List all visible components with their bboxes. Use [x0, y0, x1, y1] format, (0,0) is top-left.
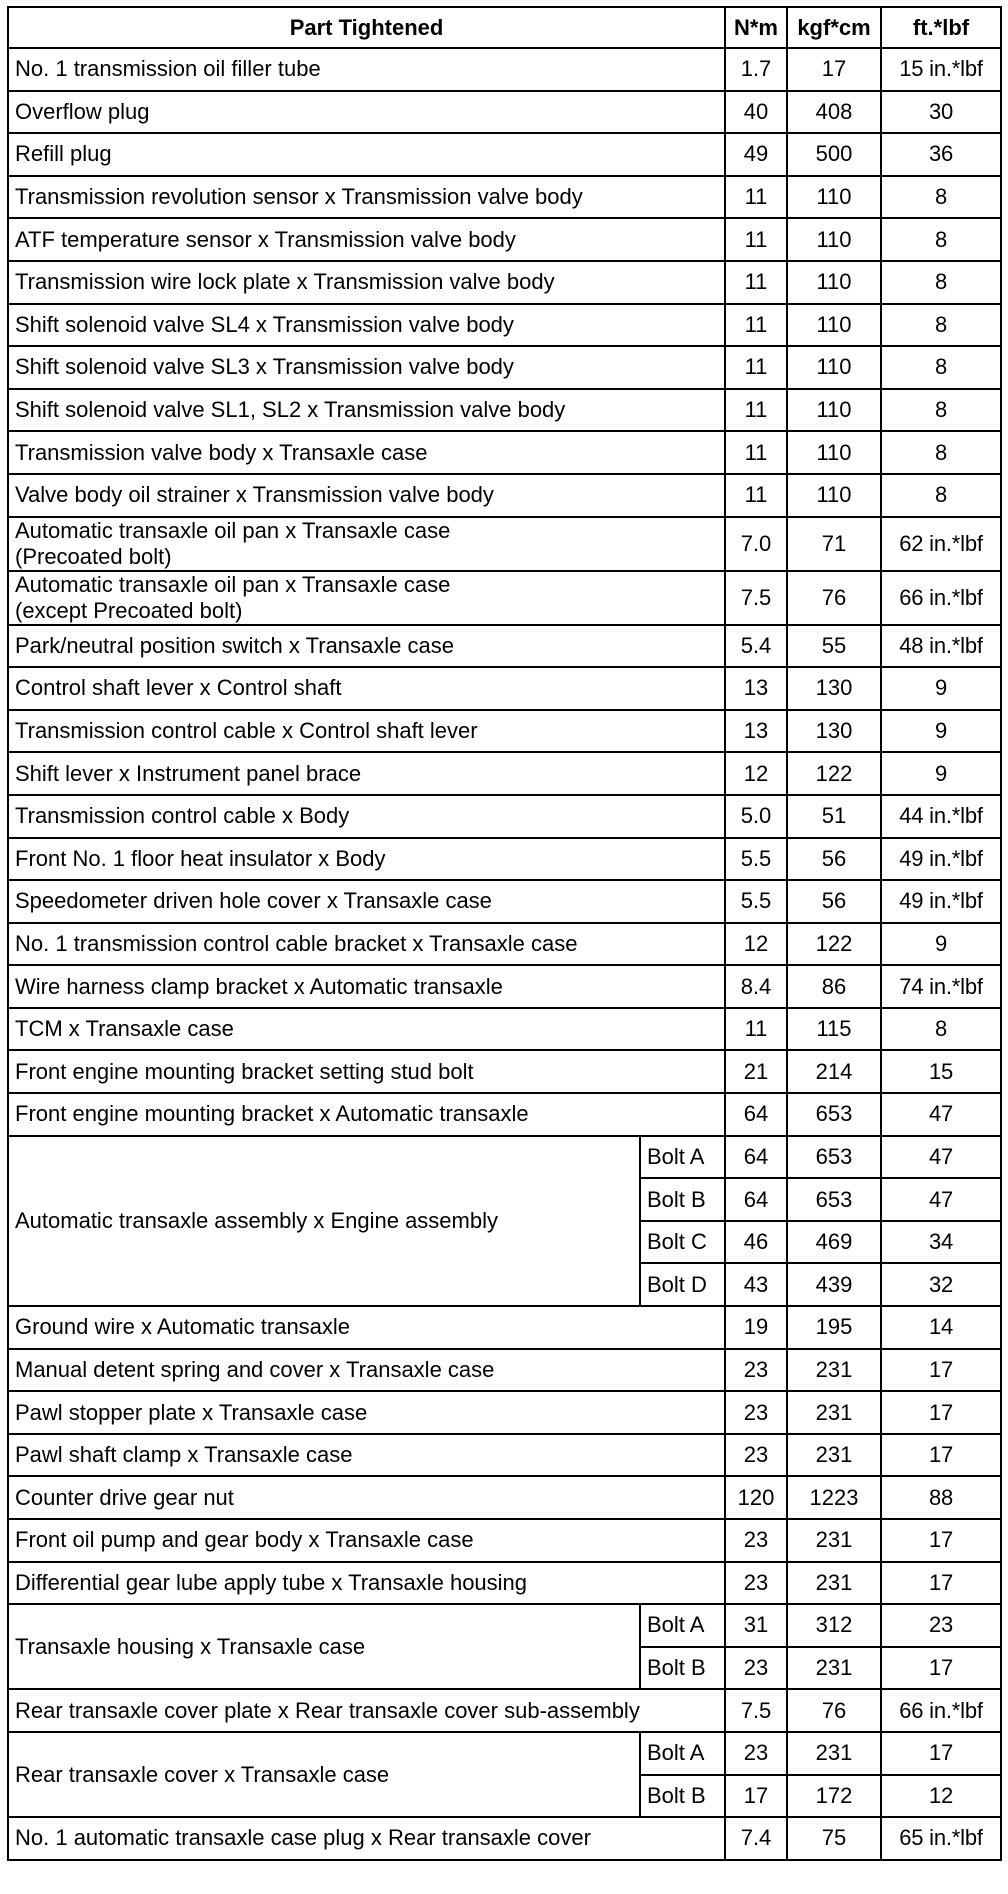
header-row	[8, 7, 1001, 48]
part-tightened-cell: Rear transaxle cover x Transaxle case	[8, 1732, 640, 1817]
torque-nm-cell: 64	[725, 1178, 787, 1221]
torque-kgf-cm-cell: 653	[787, 1093, 881, 1136]
part-name-text: Front oil pump and gear body x Transaxle case	[15, 1527, 474, 1553]
table-row	[8, 1562, 1001, 1605]
torque-kgf-cm-cell: 231	[787, 1519, 881, 1562]
torque-ft-lbf-cell: 9	[881, 752, 1001, 795]
torque-kgf-cm-cell: 110	[787, 304, 881, 347]
table-row	[8, 752, 1001, 795]
part-tightened-cell	[8, 1008, 725, 1051]
table-row	[8, 965, 1001, 1008]
table-body	[8, 48, 1001, 1860]
torque-kgf-cm-cell: 231	[787, 1349, 881, 1392]
torque-kgf-cm-cell: 122	[787, 923, 881, 966]
torque-nm-cell: 11	[725, 389, 787, 432]
torque-kgf-cm-cell: 231	[787, 1732, 881, 1775]
torque-ft-lbf-cell: 17	[881, 1562, 1001, 1605]
torque-kgf-cm-cell: 130	[787, 710, 881, 753]
part-name-text: Manual detent spring and cover x Transaxle case	[15, 1356, 495, 1382]
part-tightened-cell: Transaxle housing x Transaxle case	[8, 1604, 640, 1689]
part-tightened-cell	[8, 517, 725, 571]
torque-kgf-cm-cell: 56	[787, 838, 881, 881]
torque-nm-cell: 8.4	[725, 965, 787, 1008]
table-row	[8, 389, 1001, 432]
torque-ft-lbf-cell: 47	[881, 1093, 1001, 1136]
part-tightened-cell	[8, 1476, 725, 1519]
torque-nm-cell: 120	[725, 1476, 787, 1519]
part-tightened-cell	[8, 667, 725, 710]
torque-kgf-cm-cell: 110	[787, 389, 881, 432]
torque-nm-cell: 46	[725, 1221, 787, 1264]
torque-nm-cell: 11	[725, 261, 787, 304]
bolt-label-cell: Bolt A	[640, 1604, 725, 1647]
part-tightened-cell: Automatic transaxle assembly x Engine assembly	[8, 1136, 640, 1306]
header-ft-lbf: ft.*lbf	[881, 7, 1001, 48]
torque-nm-cell: 5.4	[725, 625, 787, 668]
bolt-label-cell: Bolt D	[640, 1263, 725, 1306]
part-name-text: Park/neutral position switch x Transaxle case	[15, 632, 454, 658]
table-row	[8, 91, 1001, 134]
torque-nm-cell: 11	[725, 346, 787, 389]
table-row	[8, 1050, 1001, 1093]
table-row	[8, 625, 1001, 668]
torque-kgf-cm-cell: 653	[787, 1178, 881, 1221]
torque-kgf-cm-cell: 51	[787, 795, 881, 838]
bolt-label-cell: Bolt A	[640, 1732, 725, 1775]
torque-nm-cell: 7.5	[725, 571, 787, 625]
torque-nm-cell: 13	[725, 710, 787, 753]
header-part-tightened: Part Tightened	[8, 7, 725, 48]
torque-ft-lbf-cell: 32	[881, 1263, 1001, 1306]
torque-nm-cell: 23	[725, 1434, 787, 1477]
table-row	[8, 1732, 1001, 1775]
torque-ft-lbf-cell: 49 in.*lbf	[881, 880, 1001, 923]
table-row	[8, 838, 1001, 881]
torque-kgf-cm-cell: 1223	[787, 1476, 881, 1519]
table-row	[8, 795, 1001, 838]
part-name-text: Shift solenoid valve SL4 x Transmission valve body	[15, 311, 514, 337]
torque-kgf-cm-cell: 17	[787, 48, 881, 91]
part-tightened-cell	[8, 218, 725, 261]
bolt-label-cell: Bolt B	[640, 1178, 725, 1221]
part-tightened-cell	[8, 965, 725, 1008]
part-name-text: TCM x Transaxle case	[15, 1016, 234, 1042]
torque-ft-lbf-cell: 17	[881, 1391, 1001, 1434]
part-name-text: Refill plug	[15, 141, 112, 167]
torque-kgf-cm-cell: 110	[787, 474, 881, 517]
torque-kgf-cm-cell: 76	[787, 1689, 881, 1732]
table-row	[8, 923, 1001, 966]
torque-nm-cell: 12	[725, 923, 787, 966]
part-tightened-cell	[8, 133, 725, 176]
torque-ft-lbf-cell: 14	[881, 1306, 1001, 1349]
torque-ft-lbf-cell: 8	[881, 431, 1001, 474]
part-tightened-cell	[8, 1562, 725, 1605]
table-row	[8, 1008, 1001, 1051]
part-name-text: Front No. 1 floor heat insulator x Body	[15, 845, 386, 871]
table-row	[8, 304, 1001, 347]
part-name-text: No. 1 automatic transaxle case plug x Rear transaxle cover	[15, 1825, 591, 1851]
table-row	[8, 1817, 1001, 1860]
torque-kgf-cm-cell: 110	[787, 176, 881, 219]
torque-nm-cell: 21	[725, 1050, 787, 1093]
torque-kgf-cm-cell: 110	[787, 261, 881, 304]
torque-kgf-cm-cell: 500	[787, 133, 881, 176]
torque-nm-cell: 23	[725, 1732, 787, 1775]
part-name-text: Transmission control cable x Body	[15, 803, 350, 829]
part-tightened-cell	[8, 838, 725, 881]
part-tightened-cell	[8, 1050, 725, 1093]
part-note-text: (Precoated bolt)	[15, 543, 172, 569]
torque-kgf-cm-cell: 55	[787, 625, 881, 668]
torque-nm-cell: 64	[725, 1093, 787, 1136]
part-name-text: Front engine mounting bracket setting stud bolt	[15, 1058, 474, 1084]
torque-ft-lbf-cell: 34	[881, 1221, 1001, 1264]
torque-kgf-cm-cell: 71	[787, 517, 881, 571]
part-tightened-cell	[8, 304, 725, 347]
part-name-text: Transmission revolution sensor x Transmission valve body	[15, 184, 583, 210]
torque-ft-lbf-cell: 17	[881, 1647, 1001, 1690]
table-row	[8, 176, 1001, 219]
torque-ft-lbf-cell: 30	[881, 91, 1001, 134]
torque-ft-lbf-cell: 8	[881, 346, 1001, 389]
torque-nm-cell: 11	[725, 218, 787, 261]
torque-nm-cell: 5.5	[725, 838, 787, 881]
torque-ft-lbf-cell: 48 in.*lbf	[881, 625, 1001, 668]
torque-nm-cell: 11	[725, 474, 787, 517]
table-row	[8, 1093, 1001, 1136]
torque-ft-lbf-cell: 8	[881, 304, 1001, 347]
part-tightened-cell	[8, 48, 725, 91]
torque-ft-lbf-cell: 8	[881, 474, 1001, 517]
torque-kgf-cm-cell: 195	[787, 1306, 881, 1349]
table-row	[8, 667, 1001, 710]
torque-nm-cell: 23	[725, 1519, 787, 1562]
part-tightened-cell	[8, 1689, 725, 1732]
part-tightened-cell	[8, 1093, 725, 1136]
part-tightened-cell	[8, 795, 725, 838]
part-name-text: No. 1 transmission oil filler tube	[15, 56, 321, 82]
torque-ft-lbf-cell: 49 in.*lbf	[881, 838, 1001, 881]
part-tightened-cell	[8, 1434, 725, 1477]
table-row	[8, 517, 1001, 571]
part-name-text: Wire harness clamp bracket x Automatic transaxle	[15, 973, 503, 999]
part-tightened-cell	[8, 923, 725, 966]
torque-kgf-cm-cell: 56	[787, 880, 881, 923]
torque-kgf-cm-cell: 110	[787, 346, 881, 389]
torque-ft-lbf-cell: 44 in.*lbf	[881, 795, 1001, 838]
torque-kgf-cm-cell: 469	[787, 1221, 881, 1264]
torque-ft-lbf-cell: 8	[881, 261, 1001, 304]
part-tightened-cell	[8, 474, 725, 517]
torque-nm-cell: 23	[725, 1391, 787, 1434]
torque-ft-lbf-cell: 74 in.*lbf	[881, 965, 1001, 1008]
table-row	[8, 346, 1001, 389]
table-row	[8, 133, 1001, 176]
torque-nm-cell: 17	[725, 1775, 787, 1818]
part-name-text: Transmission wire lock plate x Transmission valve body	[15, 269, 555, 295]
part-name-text: Shift lever x Instrument panel brace	[15, 760, 362, 786]
torque-ft-lbf-cell: 12	[881, 1775, 1001, 1818]
torque-ft-lbf-cell: 15 in.*lbf	[881, 48, 1001, 91]
torque-nm-cell: 13	[725, 667, 787, 710]
part-name-text: Front engine mounting bracket x Automatic transaxle	[15, 1101, 529, 1127]
part-tightened-cell	[8, 1391, 725, 1434]
part-tightened-cell	[8, 625, 725, 668]
part-tightened-cell	[8, 431, 725, 474]
part-tightened-cell	[8, 710, 725, 753]
torque-nm-cell: 11	[725, 176, 787, 219]
header-nm: N*m	[725, 7, 787, 48]
part-name-text: Speedometer driven hole cover x Transaxle case	[15, 888, 492, 914]
torque-nm-cell: 1.7	[725, 48, 787, 91]
torque-ft-lbf-cell: 47	[881, 1178, 1001, 1221]
header-kgf-cm: kgf*cm	[787, 7, 881, 48]
torque-ft-lbf-cell: 9	[881, 923, 1001, 966]
torque-nm-cell: 49	[725, 133, 787, 176]
torque-kgf-cm-cell: 231	[787, 1647, 881, 1690]
table-row	[8, 1519, 1001, 1562]
part-name-text: Ground wire x Automatic transaxle	[15, 1314, 351, 1340]
table-row	[8, 1604, 1001, 1647]
torque-kgf-cm-cell: 115	[787, 1008, 881, 1051]
torque-nm-cell: 5.0	[725, 795, 787, 838]
torque-kgf-cm-cell: 110	[787, 218, 881, 261]
torque-kgf-cm-cell: 122	[787, 752, 881, 795]
torque-nm-cell: 11	[725, 304, 787, 347]
torque-kgf-cm-cell: 110	[787, 431, 881, 474]
part-tightened-cell	[8, 261, 725, 304]
part-tightened-cell	[8, 1817, 725, 1860]
torque-kgf-cm-cell: 86	[787, 965, 881, 1008]
part-name-text: Valve body oil strainer x Transmission valve body	[15, 482, 494, 508]
torque-kgf-cm-cell: 408	[787, 91, 881, 134]
table-row	[8, 218, 1001, 261]
part-name-text: Automatic transaxle oil pan x Transaxle case	[15, 517, 451, 543]
torque-nm-cell: 40	[725, 91, 787, 134]
torque-ft-lbf-cell: 65 in.*lbf	[881, 1817, 1001, 1860]
part-tightened-cell	[8, 1306, 725, 1349]
torque-nm-cell: 7.0	[725, 517, 787, 571]
part-name-text: Differential gear lube apply tube x Transaxle housing	[15, 1569, 528, 1595]
table-row	[8, 1306, 1001, 1349]
torque-nm-cell: 43	[725, 1263, 787, 1306]
table-row	[8, 710, 1001, 753]
part-name-text: Transmission valve body x Transaxle case	[15, 439, 428, 465]
torque-kgf-cm-cell: 231	[787, 1391, 881, 1434]
part-tightened-cell	[8, 389, 725, 432]
part-name-text: Automatic transaxle oil pan x Transaxle case	[15, 571, 451, 597]
torque-kgf-cm-cell: 231	[787, 1562, 881, 1605]
torque-nm-cell: 23	[725, 1647, 787, 1690]
torque-ft-lbf-cell: 8	[881, 218, 1001, 261]
torque-kgf-cm-cell: 130	[787, 667, 881, 710]
bolt-label-cell: Bolt C	[640, 1221, 725, 1264]
torque-nm-cell: 31	[725, 1604, 787, 1647]
part-name-text: Pawl stopper plate x Transaxle case	[15, 1399, 368, 1425]
table-row	[8, 1391, 1001, 1434]
table-row	[8, 1434, 1001, 1477]
torque-nm-cell: 23	[725, 1349, 787, 1392]
torque-ft-lbf-cell: 8	[881, 1008, 1001, 1051]
torque-ft-lbf-cell: 36	[881, 133, 1001, 176]
part-tightened-cell	[8, 880, 725, 923]
torque-ft-lbf-cell: 9	[881, 667, 1001, 710]
torque-ft-lbf-cell: 17	[881, 1519, 1001, 1562]
torque-ft-lbf-cell: 8	[881, 389, 1001, 432]
torque-ft-lbf-cell: 8	[881, 176, 1001, 219]
torque-kgf-cm-cell: 439	[787, 1263, 881, 1306]
torque-nm-cell: 5.5	[725, 880, 787, 923]
table-row	[8, 1136, 1001, 1179]
torque-kgf-cm-cell: 312	[787, 1604, 881, 1647]
torque-kgf-cm-cell: 653	[787, 1136, 881, 1179]
torque-nm-cell: 11	[725, 1008, 787, 1051]
table-row	[8, 1476, 1001, 1519]
torque-specification-table	[7, 6, 1002, 1861]
table-row	[8, 1689, 1001, 1732]
torque-kgf-cm-cell: 75	[787, 1817, 881, 1860]
part-name-text: Counter drive gear nut	[15, 1484, 234, 1510]
bolt-label-cell: Bolt B	[640, 1775, 725, 1818]
torque-nm-cell: 11	[725, 431, 787, 474]
part-note-text: (except Precoated bolt)	[15, 597, 243, 623]
torque-kgf-cm-cell: 172	[787, 1775, 881, 1818]
part-tightened-cell	[8, 176, 725, 219]
part-tightened-cell	[8, 346, 725, 389]
torque-kgf-cm-cell: 231	[787, 1434, 881, 1477]
part-name-text: Pawl shaft clamp x Transaxle case	[15, 1442, 353, 1468]
torque-ft-lbf-cell: 23	[881, 1604, 1001, 1647]
torque-nm-cell: 12	[725, 752, 787, 795]
torque-nm-cell: 19	[725, 1306, 787, 1349]
part-name-text: No. 1 transmission control cable bracket x Transaxle case	[15, 930, 578, 956]
part-name-text: Transmission control cable x Control shaft lever	[15, 718, 478, 744]
torque-ft-lbf-cell: 66 in.*lbf	[881, 1689, 1001, 1732]
torque-ft-lbf-cell: 88	[881, 1476, 1001, 1519]
part-name-text: ATF temperature sensor x Transmission valve body	[15, 226, 516, 252]
torque-kgf-cm-cell: 76	[787, 571, 881, 625]
table-row	[8, 880, 1001, 923]
part-name-text: Rear transaxle cover plate x Rear transaxle cover sub-assembly	[15, 1697, 640, 1723]
torque-nm-cell: 7.4	[725, 1817, 787, 1860]
torque-kgf-cm-cell: 214	[787, 1050, 881, 1093]
torque-ft-lbf-cell: 15	[881, 1050, 1001, 1093]
table-row	[8, 431, 1001, 474]
table-row	[8, 1349, 1001, 1392]
torque-ft-lbf-cell: 66 in.*lbf	[881, 571, 1001, 625]
part-tightened-cell	[8, 1349, 725, 1392]
part-tightened-cell	[8, 571, 725, 625]
torque-ft-lbf-cell: 17	[881, 1434, 1001, 1477]
bolt-label-cell: Bolt A	[640, 1136, 725, 1179]
part-name-text: Overflow plug	[15, 98, 150, 124]
table-row	[8, 571, 1001, 625]
part-name-text: Shift solenoid valve SL3 x Transmission valve body	[15, 354, 514, 380]
part-tightened-cell	[8, 752, 725, 795]
table-row	[8, 48, 1001, 91]
torque-nm-cell: 7.5	[725, 1689, 787, 1732]
part-name-text: Control shaft lever x Control shaft	[15, 675, 342, 701]
torque-nm-cell: 64	[725, 1136, 787, 1179]
torque-ft-lbf-cell: 62 in.*lbf	[881, 517, 1001, 571]
torque-ft-lbf-cell: 47	[881, 1136, 1001, 1179]
part-name-text: Shift solenoid valve SL1, SL2 x Transmission valve body	[15, 397, 566, 423]
table-row	[8, 261, 1001, 304]
part-tightened-cell	[8, 91, 725, 134]
torque-ft-lbf-cell: 17	[881, 1732, 1001, 1775]
table-row	[8, 474, 1001, 517]
bolt-label-cell: Bolt B	[640, 1647, 725, 1690]
torque-nm-cell: 23	[725, 1562, 787, 1605]
torque-ft-lbf-cell: 17	[881, 1349, 1001, 1392]
torque-ft-lbf-cell: 9	[881, 710, 1001, 753]
part-tightened-cell	[8, 1519, 725, 1562]
